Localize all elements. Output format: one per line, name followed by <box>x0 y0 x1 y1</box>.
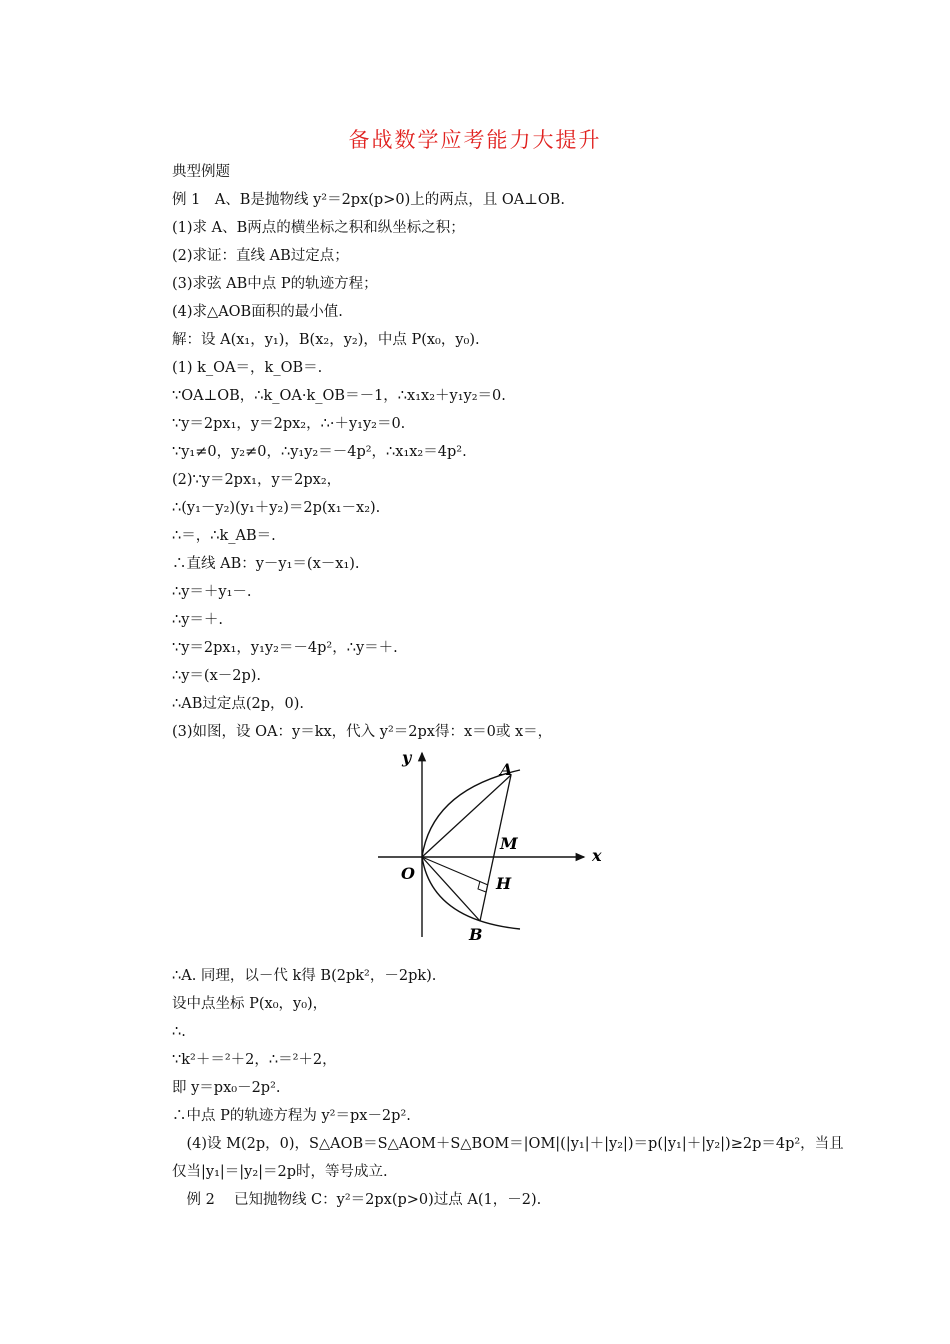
text-line: ∴＝，∴k_AB＝. <box>172 528 276 544</box>
text-line: ∵y＝2px₁，y＝2px₂，∴·＋y₁y₂＝0. <box>172 416 406 432</box>
text-line: ∴y＝＋. <box>172 612 224 628</box>
text-line: ∴. <box>172 1024 186 1040</box>
text-line: ∴y＝(x－2p). <box>172 668 262 684</box>
label-A: A <box>500 760 513 779</box>
page-title: 备战数学应考能力大提升 <box>348 128 602 152</box>
text-line: (4)求△AOB面积的最小值. <box>172 304 343 320</box>
text-line: ∴A. 同理，以－代 k得 B(2pk²，－2pk). <box>172 968 437 984</box>
text-line: (2)求证：直线 AB过定点； <box>172 248 349 264</box>
label-M: M <box>500 834 518 853</box>
text-line: 即 y＝px₀－2p². <box>172 1080 281 1096</box>
label-x-axis: x <box>592 846 602 865</box>
text-line: ∴(y₁－y₂)(y₁＋y₂)＝2p(x₁－x₂). <box>172 500 381 516</box>
text-line: 解：设 A(x₁，y₁)，B(x₂，y₂)，中点 P(x₀，y₀). <box>172 332 480 348</box>
text-line: (4)设 M(2p，0)，S△AOB＝S△AOM＋S△BOM＝|OM|(|y₁|＋|y₂|)＝p(|y₁|＋|y₂|)≥2p＝4p²，当且 <box>172 1136 844 1152</box>
text-line: 仅当|y₁|＝|y₂|＝2p时，等号成立. <box>172 1164 388 1180</box>
label-y-axis: y <box>402 748 412 767</box>
text-line: ∵y₁≠0，y₂≠0，∴y₁y₂＝－4p²，∴x₁x₂＝4p². <box>172 444 467 460</box>
text-line: (1)求 A、B两点的横坐标之积和纵坐标之积； <box>172 220 465 236</box>
parabola-figure <box>372 745 612 945</box>
label-origin: O <box>401 864 415 883</box>
text-line: (2)∵y＝2px₁，y＝2px₂， <box>172 472 342 488</box>
text-line: 设中点坐标 P(x₀，y₀)， <box>172 996 328 1012</box>
text-line: ∵OA⊥OB，∴k_OA·k_OB＝－1，∴x₁x₂＋y₁y₂＝0. <box>172 388 506 404</box>
text-line: (1) k_OA＝，k_OB＝. <box>172 360 323 376</box>
label-H: H <box>496 874 512 893</box>
text-line: 例 2 已知抛物线 C：y²＝2px(p>0)过点 A(1，－2). <box>172 1192 542 1208</box>
text-line: ∴中点 P的轨迹方程为 y²＝px－2p². <box>172 1108 411 1124</box>
text-line: ∵y＝2px₁，y₁y₂＝－4p²，∴y＝＋. <box>172 640 398 656</box>
section-heading: 典型例题 <box>172 164 230 180</box>
text-line: ∵k²＋＝²＋2，∴＝²＋2， <box>172 1052 337 1068</box>
text-line: ∴AB过定点(2p，0). <box>172 696 305 712</box>
text-line: (3)求弦 AB中点 P的轨迹方程； <box>172 276 378 292</box>
segment-OH <box>422 857 488 885</box>
text-line: ∴y＝＋y₁－. <box>172 584 252 600</box>
label-B: B <box>469 925 483 944</box>
text-line: (3)如图，设 OA：y＝kx，代入 y²＝2px得：x＝0或 x＝， <box>172 724 553 740</box>
segment-OB <box>422 857 480 921</box>
segment-OA <box>422 775 511 857</box>
text-line: 例 1 A、B是抛物线 y²＝2px(p>0)上的两点，且 OA⊥OB. <box>172 192 565 208</box>
text-line: ∴直线 AB：y－y₁＝(x－x₁). <box>172 556 360 572</box>
